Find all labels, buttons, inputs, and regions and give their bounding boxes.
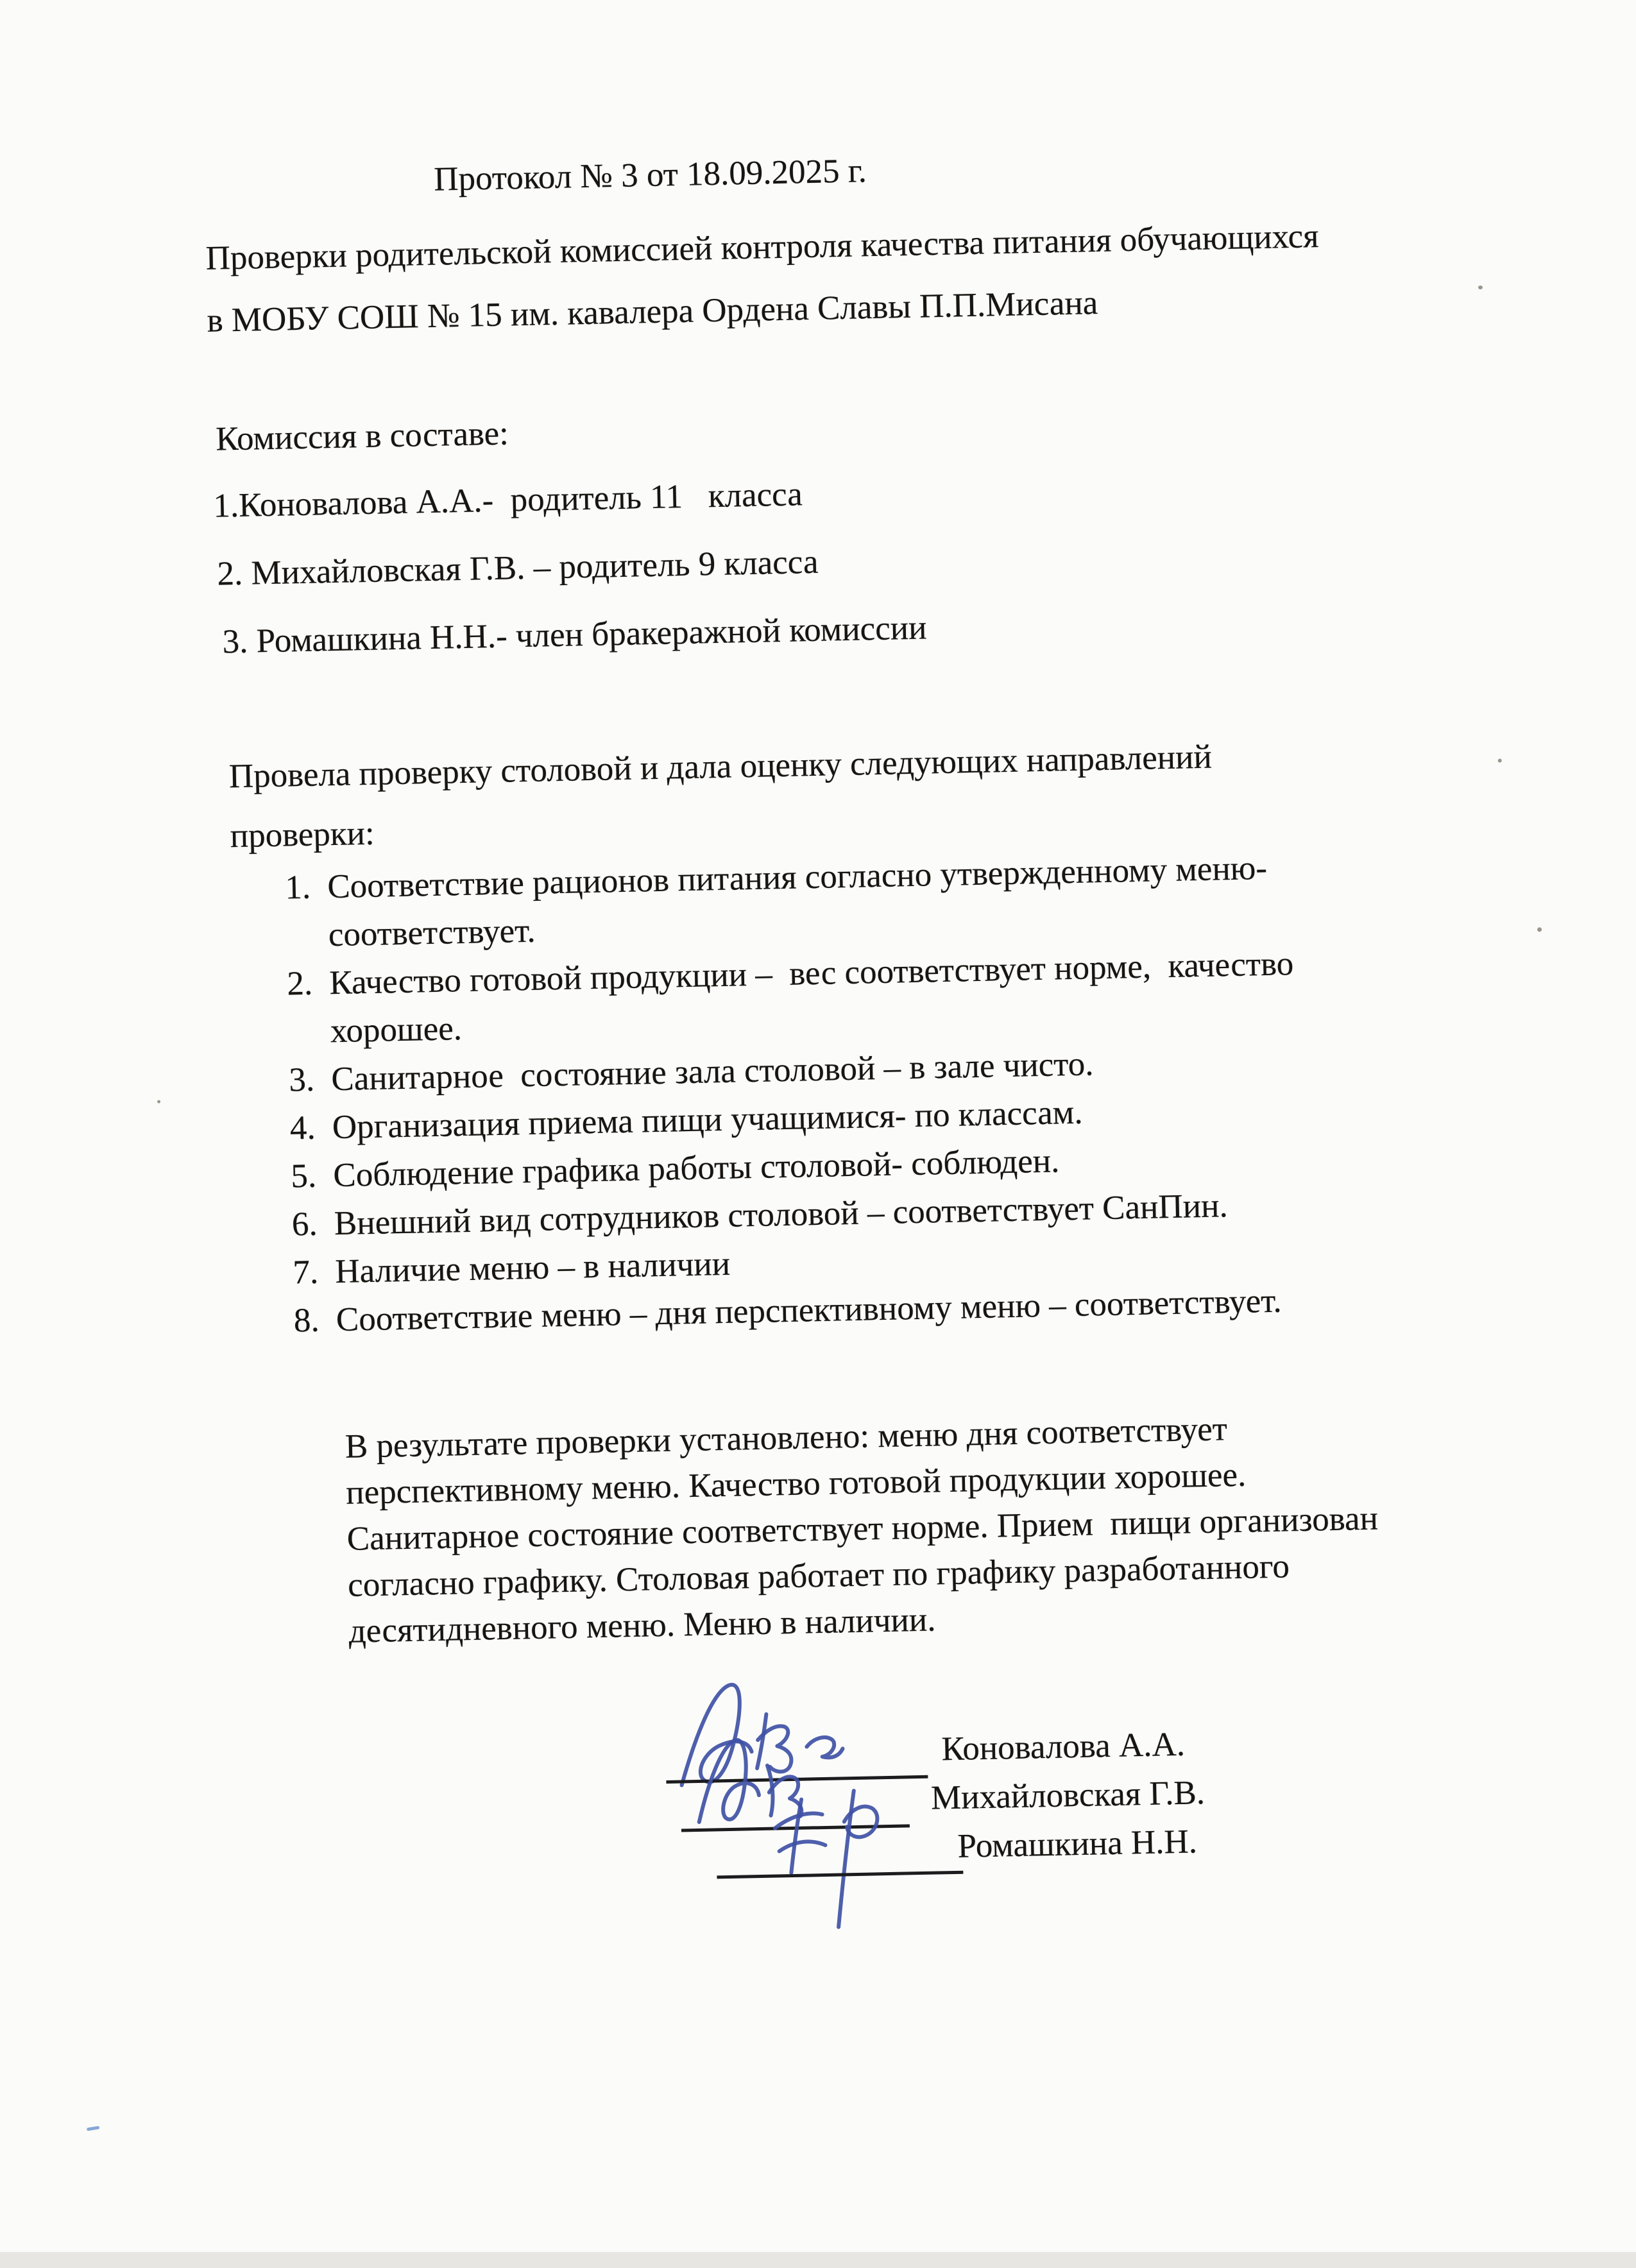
item-line: Наличие меню – в наличии xyxy=(334,1245,731,1291)
signature-scribble xyxy=(756,1766,913,1936)
item-number: 7. xyxy=(292,1253,319,1292)
inspection-intro xyxy=(228,728,1214,867)
inspection-item xyxy=(287,940,1295,1056)
scan-speck xyxy=(157,1100,160,1104)
subtitle-line: Проверки родительской комиссией контроля качества питания обучающихся xyxy=(205,217,1320,277)
item-line: Санитарное состояние зала столовой – в зале чисто. xyxy=(330,1045,1094,1098)
scan-speck xyxy=(1498,758,1502,762)
signatory-name: Михайловская Г.В. xyxy=(930,1774,1206,1817)
item-line: Соответствие меню – дня перспективному меню – соответствует. xyxy=(336,1282,1282,1339)
intro-line: проверки: xyxy=(230,814,375,855)
item-line: соответствует. xyxy=(328,912,536,954)
document-subtitle xyxy=(205,205,1321,352)
intro-line: Провела проверку столовой и дала оценку следующих направлений xyxy=(228,738,1213,796)
subtitle-line: в МОБУ СОШ № 15 им. кавалера Ордена Славы П.П.Мисана xyxy=(207,284,1098,339)
conclusion-line: Санитарное состояние соответствует норме. Прием пищи организован xyxy=(346,1499,1379,1558)
scan-speck xyxy=(1537,927,1542,932)
signatory-name: Ромашкина Н.Н. xyxy=(957,1823,1198,1865)
item-line: Качество готовой продукции – вес соответствует норме, качество xyxy=(328,945,1294,1002)
commission-member: 1.Коновалова А.А.- родитель 11 класса xyxy=(212,475,803,525)
item-number: 2. xyxy=(286,964,313,1003)
conclusion-line: перспективному меню. Качество готовой продукции хорошее. xyxy=(345,1456,1247,1512)
item-line: Соответствие рационов питания согласно утвержденному меню- xyxy=(327,849,1268,906)
conclusion-paragraph xyxy=(345,1403,1380,1655)
conclusion-line: десятидневного меню. Меню в наличии. xyxy=(348,1601,936,1650)
inspection-list xyxy=(285,844,1301,1345)
commission-heading: Комиссия в составе: xyxy=(215,414,509,458)
item-line: Внешний вид сотрудников столовой – соответствует СанПин. xyxy=(334,1187,1229,1243)
commission-member: 3. Ромашкина Н.Н.- член бракеражной комиссии xyxy=(222,609,927,661)
scan-speck xyxy=(1478,286,1483,289)
scan-ink-mark xyxy=(87,2126,100,2131)
item-line: Соблюдение графика работы столовой- соблюден. xyxy=(332,1142,1060,1195)
item-number: 5. xyxy=(290,1157,317,1195)
item-number: 1. xyxy=(284,868,311,907)
document-title: Протокол № 3 от 18.09.2025 г. xyxy=(433,152,867,198)
commission-member: 2. Михайловская Г.В. – родитель 9 класса xyxy=(216,543,819,593)
conclusion-line: согласно графику. Столовая работает по графику разработанного xyxy=(347,1548,1290,1604)
item-line: хорошее. xyxy=(330,1010,463,1050)
item-number: 8. xyxy=(293,1301,320,1340)
item-number: 4. xyxy=(289,1109,316,1147)
item-number: 6. xyxy=(291,1205,318,1243)
item-number: 3. xyxy=(288,1061,315,1099)
signatory-name: Коновалова А.А. xyxy=(941,1725,1186,1768)
conclusion-line: В результате проверки установлено: меню дня соответствует xyxy=(345,1410,1228,1465)
item-line: Организация приема пищи учащимися- по классам. xyxy=(332,1093,1084,1147)
